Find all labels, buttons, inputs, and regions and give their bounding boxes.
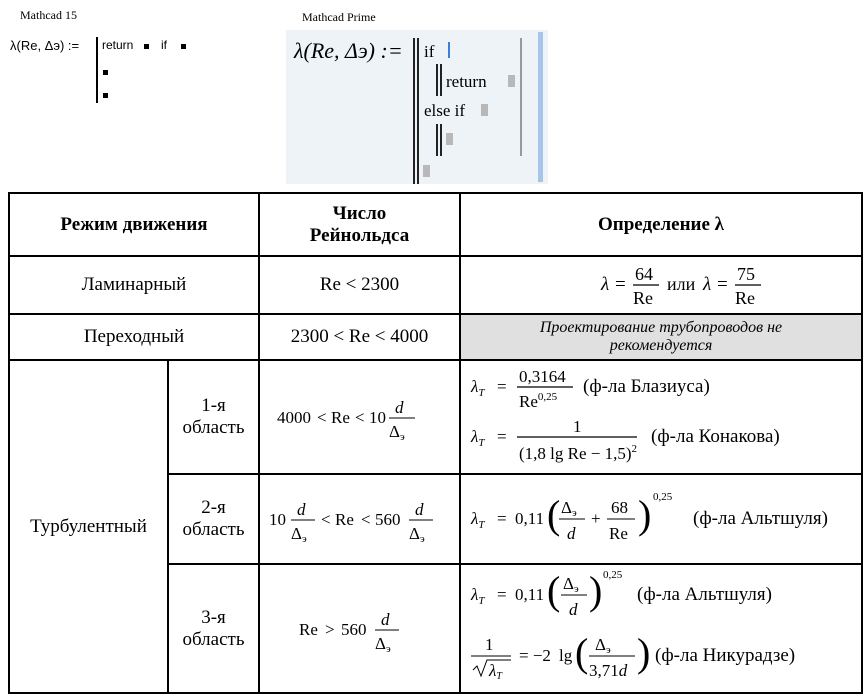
- svg-text:Re0,25: Re$^{0,25}$: [519, 391, 558, 411]
- svg-text:(: (: [547, 492, 561, 537]
- svg-text:λT: $\lambda_T$: [471, 377, 485, 399]
- svg-text:(: (: [547, 568, 561, 613]
- svg-text:Δэ: Δэ: [595, 635, 611, 656]
- svg-text:64: 64: [635, 264, 653, 284]
- svg-text:(ф-ла Альтшуля): (ф-ла Альтшуля): [637, 584, 772, 605]
- mathcad-prime-placeholder[interactable]: [481, 104, 488, 116]
- svg-text:Δэ: Δэ: [408, 524, 425, 545]
- reynolds-laminar: Re < 2300: [319, 274, 400, 295]
- svg-text:или: или: [667, 274, 696, 294]
- svg-text:4000: 4000: [276, 408, 311, 427]
- svg-text:Re: Re: [609, 524, 628, 543]
- mathcad-prime-branch-bar: [436, 124, 438, 156]
- zone-3-name: 3-я область: [182, 606, 245, 650]
- mathcad-prime-placeholder[interactable]: [446, 133, 453, 145]
- svg-text:d: d: [569, 600, 578, 619]
- mathcad15-placeholder[interactable]: [144, 44, 149, 49]
- svg-text:Δэ: Δэ: [388, 422, 405, 443]
- mathcad15-placeholder[interactable]: [181, 44, 186, 49]
- svg-text:(1,8 lg Re − 1,5)2: (1,8 lg Re − 1,5)$^2$: [519, 443, 638, 463]
- svg-text:<: <: [320, 510, 331, 529]
- svg-text:=: =: [497, 427, 507, 446]
- zone-2-formulas-svg: [461, 476, 859, 562]
- svg-text:0,25: 0,25: [603, 569, 623, 581]
- zone-1-name: 1-я область: [182, 395, 245, 438]
- svg-text:d: d: [414, 500, 423, 519]
- mathcad-prime-branch-bar: [440, 64, 442, 96]
- svg-text:λ: λ: [703, 274, 712, 295]
- mathcad15-if-keyword: if: [161, 38, 167, 52]
- svg-text:λT: $\lambda_T$: [471, 427, 485, 449]
- formula-laminar-svg: [541, 258, 781, 312]
- mathcad15-function-def: λ(Re, Δэ) :=: [10, 38, 80, 53]
- svg-text:λT: $\lambda_T$: [471, 509, 485, 531]
- svg-text:d: d: [567, 524, 576, 543]
- svg-text:(: (: [575, 630, 589, 675]
- svg-text:0,11: 0,11: [515, 585, 545, 604]
- svg-text:560: 560: [374, 510, 400, 529]
- regime-turbulent: Турбулентный: [30, 515, 147, 537]
- svg-text:(ф-ла Альтшуля): (ф-ла Альтшуля): [693, 508, 828, 529]
- svg-text:Δэ: Δэ: [374, 633, 391, 655]
- mathcad15-placeholder[interactable]: [103, 93, 108, 98]
- mathcad-prime-title: Mathcad Prime: [302, 10, 376, 24]
- svg-text:0,3164: 0,3164: [519, 367, 566, 386]
- svg-text:=: =: [615, 274, 626, 295]
- svg-text:(ф-ла Конакова): (ф-ла Конакова): [651, 426, 780, 447]
- zone-2-name: 2-я область: [182, 497, 245, 540]
- svg-text:0,25: 0,25: [653, 491, 673, 503]
- zone-3-reynolds: [260, 565, 459, 692]
- svg-text:=: =: [717, 274, 728, 295]
- mathcad-prime-program-bar: [417, 38, 419, 184]
- svg-text:1: 1: [573, 417, 582, 436]
- svg-text:): ): [637, 630, 651, 675]
- mathcad15-title: Mathcad 15: [20, 8, 77, 22]
- svg-text:d: d: [380, 609, 389, 629]
- mathcad-prime-scrollbar[interactable]: [538, 32, 543, 182]
- svg-text:λT: $\lambda_T$: [471, 585, 485, 607]
- mathcad-prime-program-bar: [413, 38, 415, 184]
- svg-text:3,71d: 3,71d: [589, 661, 628, 680]
- mathcad-prime-function-def: λ(Re, Δэ) :=: [294, 38, 403, 63]
- svg-text:Re: Re: [735, 288, 755, 308]
- svg-text:): ): [589, 568, 603, 613]
- svg-text:68: 68: [611, 498, 628, 517]
- mathcad-prime-elseif-keyword: else if: [424, 101, 466, 120]
- svg-text:Re: Re: [334, 510, 354, 529]
- svg-text:d: d: [394, 398, 403, 417]
- svg-text:<: <: [354, 408, 365, 427]
- zone-1-formulas: [461, 361, 861, 473]
- svg-text:= −2: = −2: [519, 646, 551, 665]
- svg-text:(ф-ла Никурадзе): (ф-ла Никурадзе): [655, 645, 796, 666]
- reynolds-transitional: 2300 < Re < 4000: [290, 326, 429, 347]
- svg-text:560: 560: [340, 619, 366, 639]
- zone-1-formulas-svg: [461, 362, 859, 472]
- svg-text:Re: Re: [330, 408, 350, 427]
- zone-2-reynolds: [260, 475, 459, 563]
- mathcad-prime-branch-bar: [440, 124, 442, 156]
- svg-text:(ф-ла Блазиуса): (ф-ла Блазиуса): [583, 376, 710, 397]
- regime-transitional: Переходный: [83, 326, 185, 347]
- mathcad15-return-keyword: return: [102, 38, 134, 52]
- svg-text:1: 1: [485, 635, 494, 654]
- svg-text:<: <: [360, 510, 371, 529]
- svg-text:d: d: [296, 500, 305, 519]
- svg-text:λ: λ: [601, 274, 610, 295]
- svg-text:75: 75: [737, 264, 755, 284]
- zone-3-formulas: [461, 565, 861, 692]
- svg-text:<: <: [316, 408, 327, 427]
- header-regime: Режим движения: [60, 213, 208, 235]
- zone-1-reynolds: [260, 361, 459, 473]
- transitional-note: Проектирование трубопроводов не рекомендуется: [461, 315, 861, 359]
- mathcad-prime-placeholder[interactable]: [423, 165, 430, 177]
- mathcad-prime-right-bar: [520, 38, 522, 156]
- svg-text:λT: λT: [489, 661, 502, 682]
- svg-text:Re: Re: [633, 288, 653, 308]
- svg-text:>: >: [324, 619, 335, 639]
- svg-text:+: +: [591, 509, 601, 528]
- svg-text:0,11: 0,11: [515, 509, 545, 528]
- mathcad-prime-placeholder[interactable]: [508, 75, 515, 87]
- mathcad-prime-branch-bar: [436, 64, 438, 96]
- text-cursor: [448, 42, 450, 58]
- header-lambda: Определение λ: [597, 213, 725, 235]
- zone-1-reynolds-svg: [275, 387, 445, 447]
- mathcad-prime-if-keyword: if: [424, 42, 435, 61]
- svg-text:=: =: [497, 509, 507, 528]
- mathcad15-program-bar: [96, 37, 98, 103]
- svg-text:10: 10: [268, 510, 286, 529]
- formula-laminar: [461, 257, 861, 313]
- zone-3-formulas-svg: [461, 566, 859, 691]
- svg-text:lg: lg: [559, 646, 573, 665]
- svg-text:=: =: [497, 377, 507, 396]
- header-reynolds: Число Рейнольдса: [309, 202, 410, 246]
- svg-text:=: =: [497, 585, 507, 604]
- mathcad15-placeholder[interactable]: [103, 70, 108, 75]
- svg-text:Δэ: Δэ: [561, 498, 577, 519]
- svg-text:Δэ: Δэ: [290, 524, 307, 545]
- svg-text:Re: Re: [298, 619, 318, 639]
- zone-2-formulas: [461, 475, 861, 563]
- svg-text:): ): [638, 492, 652, 537]
- svg-text:10: 10: [368, 408, 386, 427]
- mathcad-prime-return-keyword: return: [446, 72, 487, 91]
- zone-2-reynolds-svg: [265, 489, 455, 549]
- friction-table: [8, 192, 863, 694]
- svg-text:Δэ: Δэ: [563, 574, 579, 595]
- zone-3-reynolds-svg: [295, 599, 425, 659]
- regime-laminar: Ламинарный: [81, 274, 187, 295]
